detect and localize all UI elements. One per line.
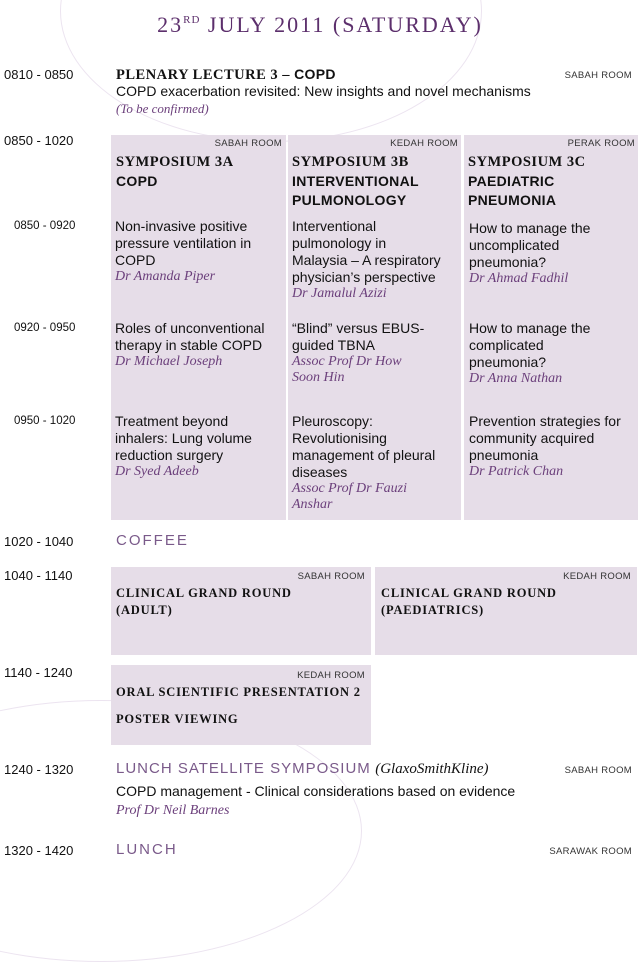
symposium-3b-topic-line1: INTERVENTIONAL bbox=[292, 173, 419, 189]
time-lunch-satellite: 1240 - 1320 bbox=[4, 762, 74, 777]
plenary-heading: PLENARY LECTURE 3 – COPD bbox=[116, 66, 336, 83]
page-title: 23RD JULY 2011 (SATURDAY) bbox=[157, 12, 483, 37]
speaker: Prof Dr Neil Barnes bbox=[116, 803, 230, 818]
poster-viewing-title: POSTER VIEWING bbox=[116, 712, 239, 726]
speaker: Assoc Prof Dr Fauzi bbox=[292, 481, 407, 496]
grand-round-adult-subtitle: (ADULT) bbox=[116, 603, 173, 617]
lunch-satellite-room: SABAH ROOM bbox=[564, 765, 632, 776]
grand-round-adult-title: CLINICAL GRAND ROUND bbox=[116, 586, 292, 600]
grand-round-paediatrics-subtitle: (PAEDIATRICS) bbox=[381, 603, 484, 617]
speaker: Dr Anna Nathan bbox=[469, 371, 563, 386]
lunch-label: LUNCH bbox=[116, 841, 178, 858]
time-plenary: 0810 - 0850 bbox=[4, 67, 74, 82]
oral-presentation-title: ORAL SCIENTIFIC PRESENTATION 2 bbox=[116, 685, 361, 699]
symposium-3c-label: SYMPOSIUM 3C bbox=[468, 154, 586, 170]
lunch-satellite-heading: LUNCH SATELLITE SYMPOSIUM (GlaxoSmithKline) bbox=[116, 760, 489, 777]
symposium-3c-topic-line1: PAEDIATRIC bbox=[468, 173, 555, 189]
symposium-3c-room: PERAK ROOM bbox=[567, 138, 635, 149]
talk-3a-2: Roles of unconventional therapy in stable COPD Dr Michael Joseph bbox=[115, 320, 285, 370]
symposium-3b-topic-line2: PULMONOLOGY bbox=[292, 192, 407, 208]
time-symposium: 0850 - 1020 bbox=[4, 133, 74, 148]
plenary-room: SABAH ROOM bbox=[564, 70, 632, 81]
speaker: Anshar bbox=[292, 497, 333, 512]
lunch-room: SARAWAK ROOM bbox=[549, 846, 632, 857]
symposium-3a-label: SYMPOSIUM 3A bbox=[116, 154, 234, 170]
plenary-talk: COPD exacerbation revisited: New insights and novel mechanisms bbox=[116, 83, 531, 99]
speaker: Dr Ahmad Fadhil bbox=[469, 271, 569, 286]
talk-3b-2: “Blind” versus EBUS- guided TBNA Assoc Prof Dr How Soon Hin bbox=[292, 320, 462, 386]
talk-3b-1: Interventional pulmonology in Malaysia – A respiratory physician’s perspective Dr Jamalul Azizi bbox=[292, 218, 462, 302]
coffee-label: COFFEE bbox=[116, 532, 189, 549]
speaker: Assoc Prof Dr How bbox=[292, 354, 402, 369]
speaker: Soon Hin bbox=[292, 370, 345, 385]
time-coffee: 1020 - 1040 bbox=[4, 534, 74, 549]
talk-3c-2: How to manage the complicated pneumonia? Dr Anna Nathan bbox=[469, 320, 639, 387]
speaker: Dr Michael Joseph bbox=[115, 354, 223, 369]
talk-3c-1: How to manage the uncomplicated pneumonia? Dr Ahmad Fadhil bbox=[469, 220, 639, 287]
talk-3c-3: Prevention strategies for community acquired pneumonia Dr Patrick Chan bbox=[469, 413, 639, 480]
speaker: Dr Jamalul Azizi bbox=[292, 286, 387, 301]
oral-room: KEDAH ROOM bbox=[297, 670, 365, 681]
talk-3a-3: Treatment beyond inhalers: Lung volume reduction surgery Dr Syed Adeeb bbox=[115, 413, 285, 480]
time-grand-round: 1040 - 1140 bbox=[4, 568, 73, 583]
time-oral: 1140 - 1240 bbox=[4, 665, 73, 680]
symposium-3a-room: SABAH ROOM bbox=[214, 138, 282, 149]
grand-round-adult-room: SABAH ROOM bbox=[297, 571, 365, 582]
slot-time: 0920 - 0950 bbox=[14, 322, 76, 334]
grand-round-paediatrics-room: KEDAH ROOM bbox=[563, 571, 631, 582]
grand-round-paediatrics-title: CLINICAL GRAND ROUND bbox=[381, 586, 557, 600]
talk-3b-3: Pleuroscopy: Revolutionising management of pleural diseases Assoc Prof Dr Fauzi Anshar bbox=[292, 413, 462, 513]
symposium-3c-topic-line2: PNEUMONIA bbox=[468, 192, 557, 208]
speaker: Dr Patrick Chan bbox=[469, 464, 564, 479]
symposium-3a-topic: COPD bbox=[116, 173, 158, 189]
time-lunch: 1320 - 1420 bbox=[4, 843, 74, 858]
lunch-satellite-talk: COPD management - Clinical considerations based on evidence bbox=[116, 783, 516, 799]
slot-time: 0850 - 0920 bbox=[14, 220, 76, 232]
speaker: Dr Syed Adeeb bbox=[115, 464, 199, 479]
plenary-note: (To be confirmed) bbox=[116, 101, 209, 116]
slot-time: 0950 - 1020 bbox=[14, 415, 76, 427]
talk-3a-1: Non-invasive positive pressure ventilation in COPD Dr Amanda Piper bbox=[115, 218, 285, 285]
speaker: Dr Amanda Piper bbox=[115, 269, 216, 284]
symposium-3b-label: SYMPOSIUM 3B bbox=[292, 154, 409, 170]
symposium-3b-room: KEDAH ROOM bbox=[390, 138, 458, 149]
